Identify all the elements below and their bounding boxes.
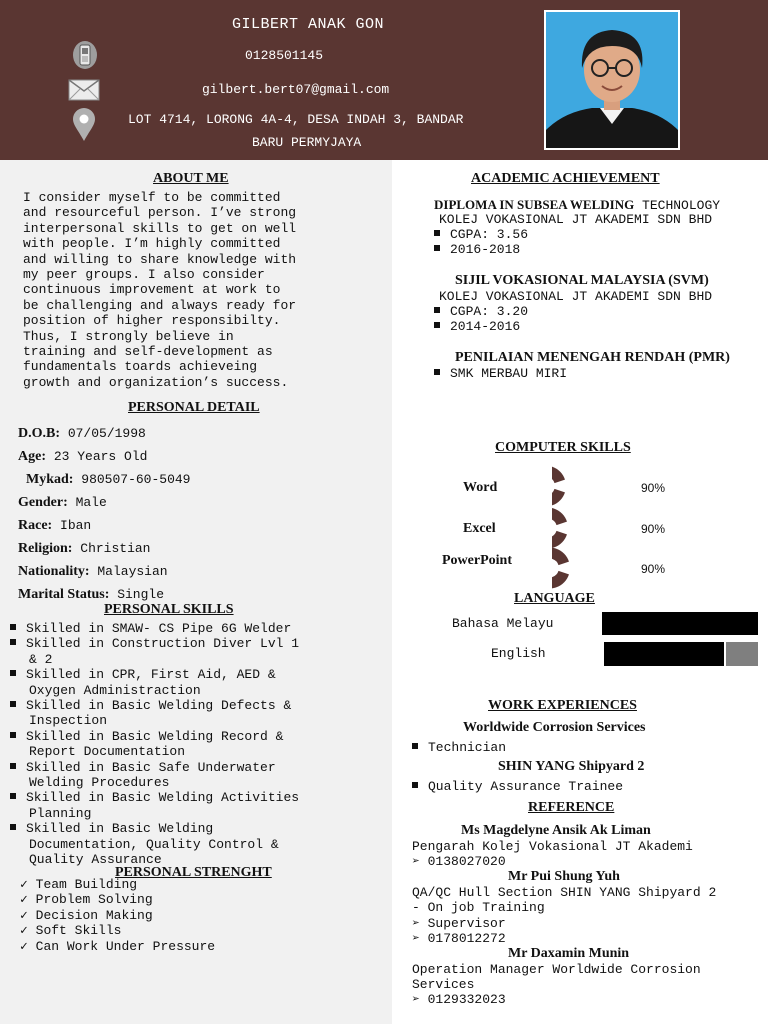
language-bar-track [602, 612, 758, 635]
reference-name: Ms Magdelyne Ansik Ak Liman [461, 823, 651, 838]
about-line: interpersonal skills to get on well [23, 220, 297, 236]
skill-item: Skilled in SMAW- CS Pipe 6G Welder [10, 621, 291, 636]
about-line: be challenging and always ready for [23, 297, 297, 313]
check-icon: ✓ [20, 923, 36, 939]
reference-line: QA/QC Hull Section SHIN YANG Shipyard 2 [412, 885, 717, 900]
academic-bullet: CGPA: 3.56 [434, 227, 528, 242]
header-banner [0, 0, 768, 160]
map-pin-icon [72, 108, 96, 142]
personal-detail-heading: PERSONAL DETAIL [128, 400, 260, 415]
about-line: continuous improvement at work to [23, 282, 281, 298]
academic-school: KOLEJ VOKASIONAL JT AKADEMI SDN BHD [439, 289, 713, 304]
detail-row: Mykad: 980507-60-5049 [26, 472, 191, 487]
skill-name: Excel [463, 521, 496, 536]
detail-row: D.O.B: 07/05/1998 [18, 426, 146, 441]
reference-line: Pengarah Kolej Vokasional JT Akademi [412, 839, 693, 854]
address-line-1: LOT 4714, LORONG 4A-4, DESA INDAH 3, BANDAR [128, 112, 464, 127]
academic-bullet: CGPA: 3.20 [434, 304, 528, 319]
about-line: with people. I’m highly committed [23, 236, 281, 252]
skill-item-cont: & 2 [29, 651, 53, 667]
academic-title: PENILAIAN MENENGAH RENDAH (PMR) [455, 350, 730, 365]
academic-bullet: 2016-2018 [434, 242, 520, 257]
about-line: and willing to share knowledge with [23, 251, 297, 267]
check-icon: ✓ [20, 907, 36, 923]
skill-rings [552, 466, 612, 592]
academic-title: SIJIL VOKASIONAL MALAYSIA (SVM) [455, 273, 709, 288]
about-line: fundamentals toards achieveing [23, 359, 258, 375]
about-line: and resourceful person. I’ve strong [23, 205, 297, 221]
skill-item: Skilled in Basic Welding Activities [10, 790, 299, 805]
skill-item-cont: Report Documentation [29, 744, 186, 760]
about-line: I consider myself to be committed [23, 190, 281, 205]
detail-row: Nationality: Malaysian [18, 564, 168, 579]
skill-item: Skilled in Basic Welding Record & [10, 729, 283, 744]
reference-line: ➢ 0178012272 [412, 931, 506, 946]
personal-skills-heading: PERSONAL SKILLS [104, 602, 234, 617]
skill-percent: 90% [641, 481, 666, 495]
candidate-name: GILBERT ANAK GON [232, 16, 385, 33]
work-company: Worldwide Corrosion Services [463, 720, 646, 735]
reference-line: Operation Manager Worldwide Corrosion [412, 962, 701, 977]
word-skill-ring [552, 471, 560, 501]
skill-item: Skilled in Basic Welding Defects & [10, 698, 291, 713]
reference-line: ➢ Supervisor [412, 916, 506, 931]
language-name: Bahasa Melayu [452, 616, 554, 631]
detail-row: Gender: Male [18, 495, 107, 510]
detail-row: Age: 23 Years Old [18, 449, 148, 464]
strength-item: ✓ Decision Making [20, 907, 153, 923]
skill-item-cont: Oxygen Administraction [29, 682, 201, 698]
language-bar-fill [604, 642, 726, 666]
excel-skill-ring [552, 513, 562, 543]
strength-item: ✓ Soft Skills [20, 923, 122, 939]
strength-item: ✓ Team Building [20, 877, 138, 892]
check-icon: ✓ [20, 877, 36, 892]
check-icon: ✓ [20, 938, 36, 954]
skill-percent: 90% [641, 522, 666, 536]
detail-row: Race: Iban [18, 518, 92, 533]
reference-name: Mr Pui Shung Yuh [508, 869, 620, 884]
strength-item: ✓ Problem Solving [20, 892, 153, 908]
left-column [0, 160, 392, 1024]
about-line: Thus, I strongly believe in [23, 328, 234, 344]
language-bar-fill [602, 612, 758, 635]
skill-item-cont: Inspection [29, 713, 108, 729]
language-name: English [491, 646, 546, 661]
about-me-heading: ABOUT ME [153, 171, 229, 186]
academic-bullet: SMK MERBAU MIRI [434, 366, 567, 381]
skill-item: Skilled in CPR, First Aid, AED & [10, 667, 276, 682]
reference-line: ➢ 0138027020 [412, 854, 506, 869]
work-role: Technician [412, 740, 506, 755]
academic-heading: ACADEMIC ACHIEVEMENT [471, 171, 660, 186]
reference-line: ➢ 0129332023 [412, 992, 506, 1007]
work-heading: WORK EXPERIENCES [488, 698, 637, 713]
computer-skills-heading: COMPUTER SKILLS [495, 440, 631, 455]
reference-heading: REFERENCE [528, 800, 615, 815]
detail-row: Religion: Christian [18, 541, 151, 556]
check-icon: ✓ [20, 892, 36, 908]
about-line: position of higher responsibilty. [23, 313, 281, 329]
detail-row: Marital Status: Single [18, 587, 165, 602]
work-company: SHIN YANG Shipyard 2 [498, 759, 645, 774]
language-bar-track [604, 642, 758, 666]
personal-strength-heading: PERSONAL STRENGHT [115, 865, 272, 880]
reference-line: - On job Training [412, 900, 545, 915]
skill-item: Skilled in Basic Safe Underwater [10, 760, 276, 775]
academic-school: KOLEJ VOKASIONAL JT AKADEMI SDN BHD [439, 212, 713, 227]
about-line: my peer groups. I also consider [23, 267, 265, 282]
skill-item: Skilled in Construction Diver Lvl 1 [10, 636, 299, 651]
phone-icon [72, 40, 98, 70]
academic-bullet: 2014-2016 [434, 319, 520, 334]
skill-item-cont: Planning [29, 805, 92, 821]
envelope-icon [68, 79, 100, 101]
work-role: Quality Assurance Trainee [412, 779, 623, 794]
right-column [392, 160, 768, 1024]
skill-item-cont: Welding Procedures [29, 775, 170, 790]
skill-percent: 90% [641, 562, 666, 576]
skill-name: PowerPoint [442, 553, 512, 568]
email-address: gilbert.bert07@gmail.com [202, 82, 390, 97]
reference-line: Services [412, 977, 475, 992]
skill-item: Skilled in Basic Welding [10, 821, 213, 836]
about-line: growth and organization’s success. [23, 374, 289, 390]
skill-item-cont: Quality Assurance [29, 852, 162, 867]
language-heading: LANGUAGE [514, 591, 595, 606]
profile-photo [544, 10, 680, 150]
phone-number: 0128501145 [245, 48, 324, 63]
strength-item: ✓ Can Work Under Pressure [20, 938, 216, 954]
academic-title: DIPLOMA IN SUBSEA WELDING TECHNOLOGY [434, 197, 721, 213]
reference-name: Mr Daxamin Munin [508, 946, 630, 961]
address-line-2: BARU PERMYJAYA [252, 135, 362, 150]
skill-name: Word [463, 480, 498, 495]
about-line: training and self-development as [23, 344, 273, 359]
powerpoint-skill-ring [552, 553, 564, 583]
skill-item-cont: Documentation, Quality Control & [29, 836, 279, 852]
